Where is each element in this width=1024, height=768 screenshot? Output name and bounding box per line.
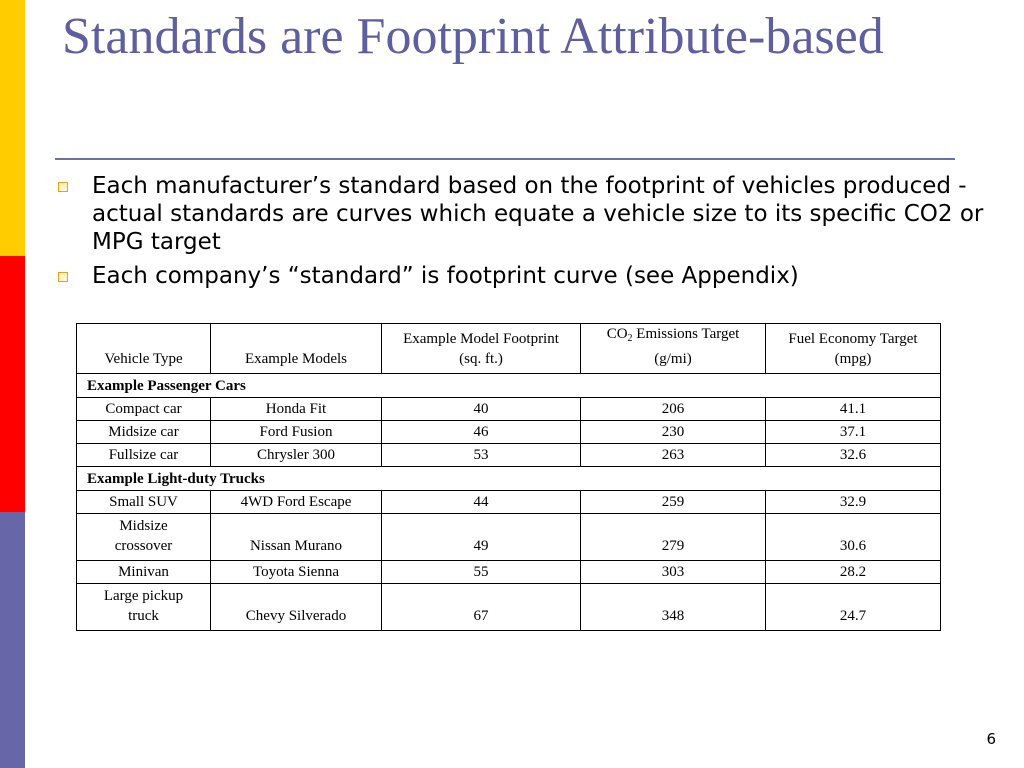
bullet-list <box>58 172 988 296</box>
section-row-light-duty-trucks <box>77 467 941 491</box>
cell-footprint: 49 <box>382 514 581 561</box>
cell-example-model: Ford Fusion <box>211 421 382 444</box>
header-footprint: Example Model Footprint (sq. ft.) <box>382 324 581 374</box>
cell-mpg-target: 32.6 <box>766 444 941 467</box>
bullet-item <box>58 262 988 290</box>
cell-mpg-target: 41.1 <box>766 398 941 421</box>
cell-example-model: Nissan Murano <box>211 514 382 561</box>
table-row <box>77 398 941 421</box>
cell-co2-target: 303 <box>581 561 766 584</box>
cell-mpg-target: 32.9 <box>766 491 941 514</box>
table-row <box>77 584 941 631</box>
cell-footprint: 67 <box>382 584 581 631</box>
table-row <box>77 514 941 561</box>
cell-footprint: 53 <box>382 444 581 467</box>
bullet-text: Each company’s “standard” is footprint curve (see Appendix) <box>92 263 799 289</box>
cell-vehicle-type: Large pickup truck <box>77 584 211 631</box>
cell-example-model: Chevy Silverado <box>211 584 382 631</box>
standards-table <box>76 323 941 631</box>
cell-footprint: 55 <box>382 561 581 584</box>
cell-mpg-target: 28.2 <box>766 561 941 584</box>
cell-example-model: 4WD Ford Escape <box>211 491 382 514</box>
cell-co2-target: 230 <box>581 421 766 444</box>
cell-co2-target: 206 <box>581 398 766 421</box>
cell-footprint: 40 <box>382 398 581 421</box>
table-row <box>77 444 941 467</box>
header-co2-target: $CO_2$ Emissions Target (g/mi) <box>581 324 766 374</box>
cell-vehicle-type: Midsize crossover <box>77 514 211 561</box>
slide-title: Standards are Footprint Attribute-based <box>62 8 884 65</box>
cell-co2-target: 263 <box>581 444 766 467</box>
cell-vehicle-type: Midsize car <box>77 421 211 444</box>
table-row <box>77 421 941 444</box>
cell-example-model: Chrysler 300 <box>211 444 382 467</box>
accent-stripe-red <box>0 256 25 512</box>
section-label: Example Light-duty Trucks <box>77 467 941 491</box>
table-row <box>77 491 941 514</box>
cell-co2-target: 259 <box>581 491 766 514</box>
cell-co2-target: 279 <box>581 514 766 561</box>
standards-table-container <box>76 323 941 631</box>
page-number: 6 <box>986 730 996 748</box>
square-bullet-icon <box>58 182 68 192</box>
cell-mpg-target: 24.7 <box>766 584 941 631</box>
table-header-row <box>77 324 941 374</box>
cell-footprint: 46 <box>382 421 581 444</box>
square-bullet-icon <box>58 272 68 282</box>
accent-stripe-purple <box>0 512 25 768</box>
bullet-text: Each manufacturer’s standard based on the footprint of vehicles produced - actual standards are curves which equate a vehicle size to its specific CO2 or MPG target <box>92 173 984 255</box>
header-example-models: Example Models <box>211 324 382 374</box>
cell-example-model: Honda Fit <box>211 398 382 421</box>
cell-vehicle-type: Small SUV <box>77 491 211 514</box>
header-vehicle-type: Vehicle Type <box>77 324 211 374</box>
cell-vehicle-type: Minivan <box>77 561 211 584</box>
section-row-passenger-cars <box>77 374 941 398</box>
cell-example-model: Toyota Sienna <box>211 561 382 584</box>
cell-vehicle-type: Compact car <box>77 398 211 421</box>
cell-co2-target: 348 <box>581 584 766 631</box>
cell-vehicle-type: Fullsize car <box>77 444 211 467</box>
bullet-item <box>58 172 988 256</box>
title-divider <box>55 158 955 160</box>
header-fuel-economy-target: Fuel Economy Target (mpg) <box>766 324 941 374</box>
accent-stripe-yellow <box>0 0 25 256</box>
cell-footprint: 44 <box>382 491 581 514</box>
cell-mpg-target: 37.1 <box>766 421 941 444</box>
cell-mpg-target: 30.6 <box>766 514 941 561</box>
section-label: Example Passenger Cars <box>77 374 941 398</box>
table-row <box>77 561 941 584</box>
